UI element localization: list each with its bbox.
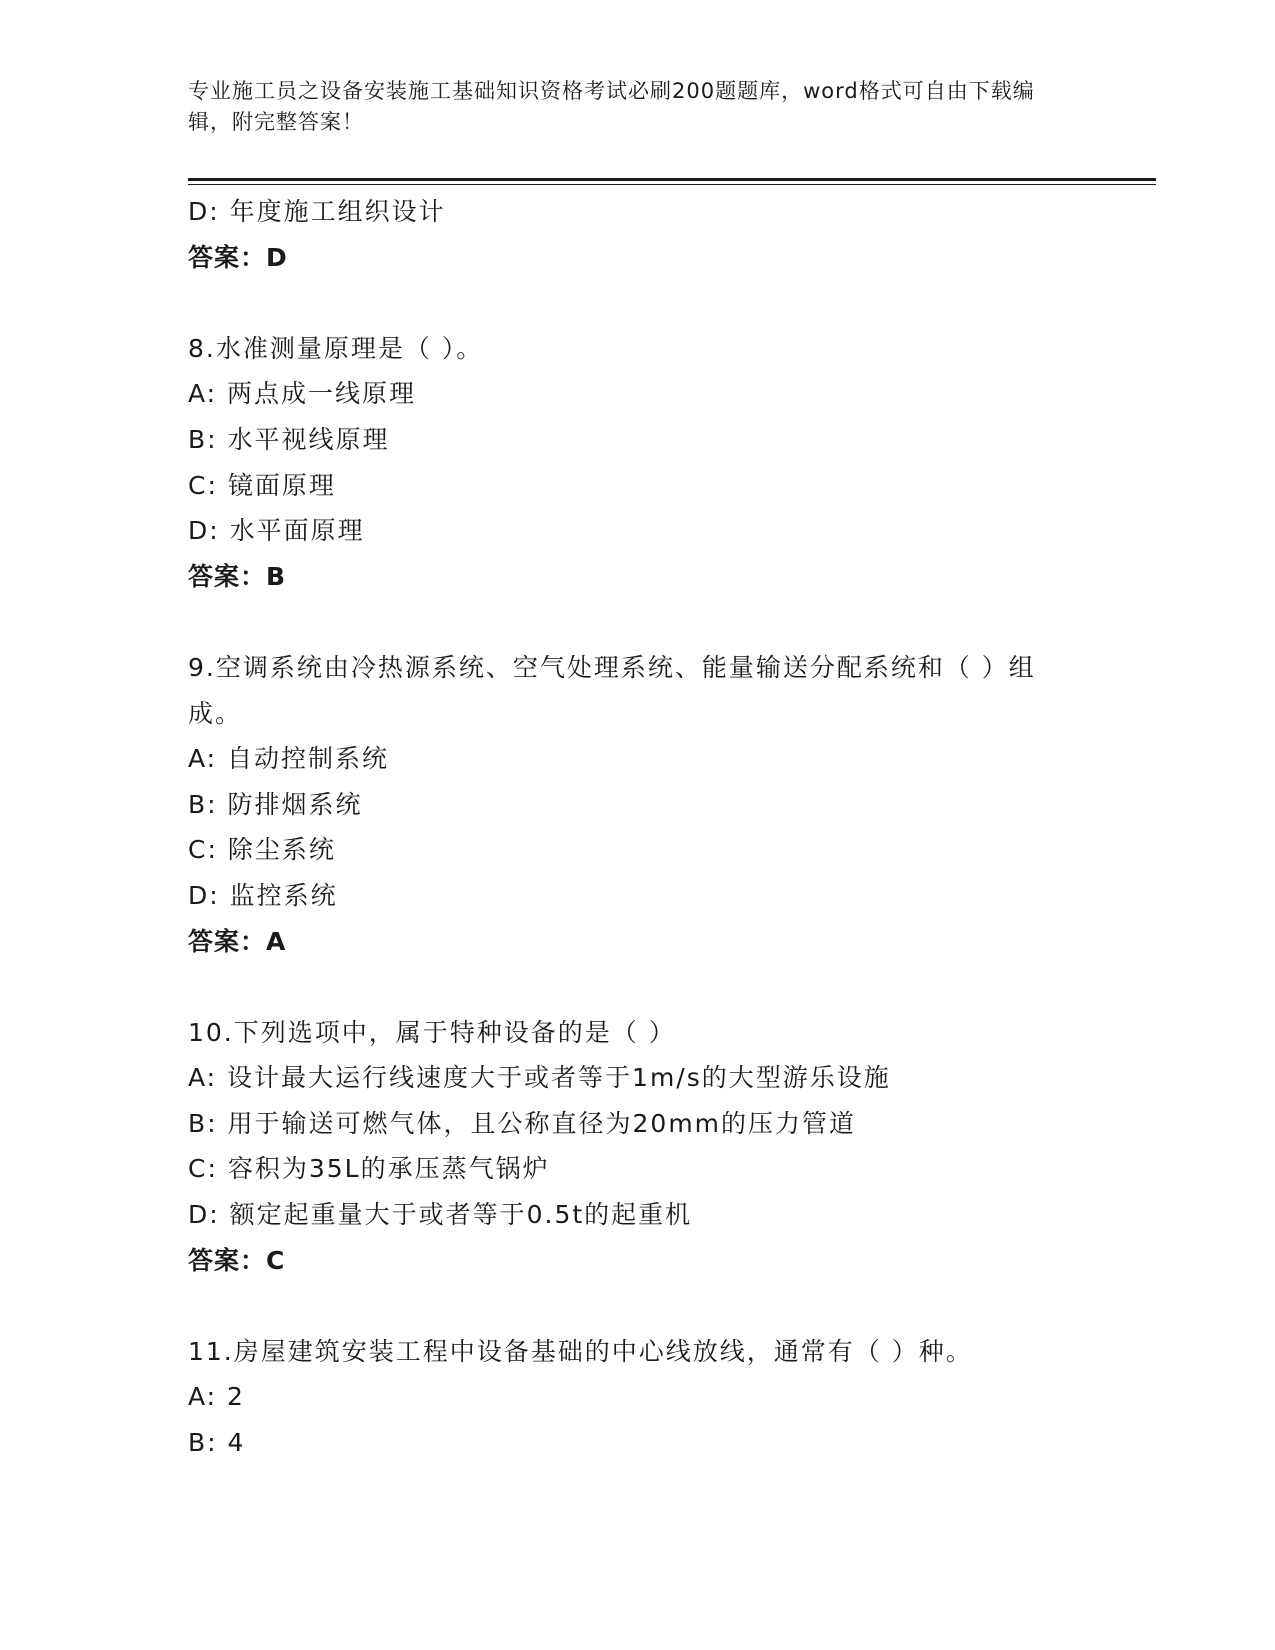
- answer: 答案：B: [188, 561, 287, 591]
- question-stem: 10.下列选项中，属于特种设备的是（ ）: [188, 1017, 676, 1047]
- option-b: B: 4: [188, 1428, 246, 1458]
- option-b: B: 水平视线原理: [188, 424, 390, 454]
- question-10: [188, 1010, 1088, 1284]
- spacer: [188, 280, 1088, 326]
- header-divider-thin: [188, 184, 1156, 185]
- question-8: [188, 326, 1088, 600]
- spacer: [188, 1283, 1088, 1329]
- option-a: A: 2: [188, 1382, 245, 1412]
- question-9: [188, 645, 1088, 964]
- spacer: [188, 964, 1088, 1010]
- option-d: D: 监控系统: [188, 880, 338, 910]
- question-stem: 9.空调系统由冷热源系统、空气处理系统、能量输送分配系统和（ ）组成。: [188, 652, 1036, 728]
- option-d: D: 额定起重量大于或者等于0.5t的起重机: [188, 1200, 693, 1230]
- spacer: [188, 599, 1088, 645]
- question-list: [188, 189, 1088, 1466]
- answer: 答案：C: [188, 1245, 286, 1275]
- question-11: [188, 1329, 1088, 1466]
- answer: 答案：A: [188, 926, 287, 956]
- option-a: A: 两点成一线原理: [188, 379, 417, 409]
- option-c: C: 容积为35L的承压蒸气锅炉: [188, 1154, 550, 1184]
- document-header: 专业施工员之设备安装施工基础知识资格考试必刷200题题库，word格式可自由下载编辑，附完整答案！: [188, 79, 1035, 134]
- option-a: A: 设计最大运行线速度大于或者等于1m/s的大型游乐设施: [188, 1063, 891, 1093]
- answer: 答案：D: [188, 242, 288, 272]
- option-c: C: 镜面原理: [188, 470, 336, 500]
- option-b: B: 防排烟系统: [188, 789, 363, 819]
- option-c: C: 除尘系统: [188, 835, 336, 865]
- question-stem: 11.房屋建筑安装工程中设备基础的中心线放线，通常有（ ）种。: [188, 1336, 973, 1366]
- option-b: B: 用于输送可燃气体，且公称直径为20mm的压力管道: [188, 1108, 857, 1138]
- option-a: A: 自动控制系统: [188, 744, 390, 774]
- header-divider-thick: [188, 178, 1156, 181]
- question-stem: 8.水准测量原理是（ ）。: [188, 333, 484, 363]
- option-d: D: 水平面原理: [188, 516, 365, 546]
- option-d: D: 年度施工组织设计: [188, 197, 446, 226]
